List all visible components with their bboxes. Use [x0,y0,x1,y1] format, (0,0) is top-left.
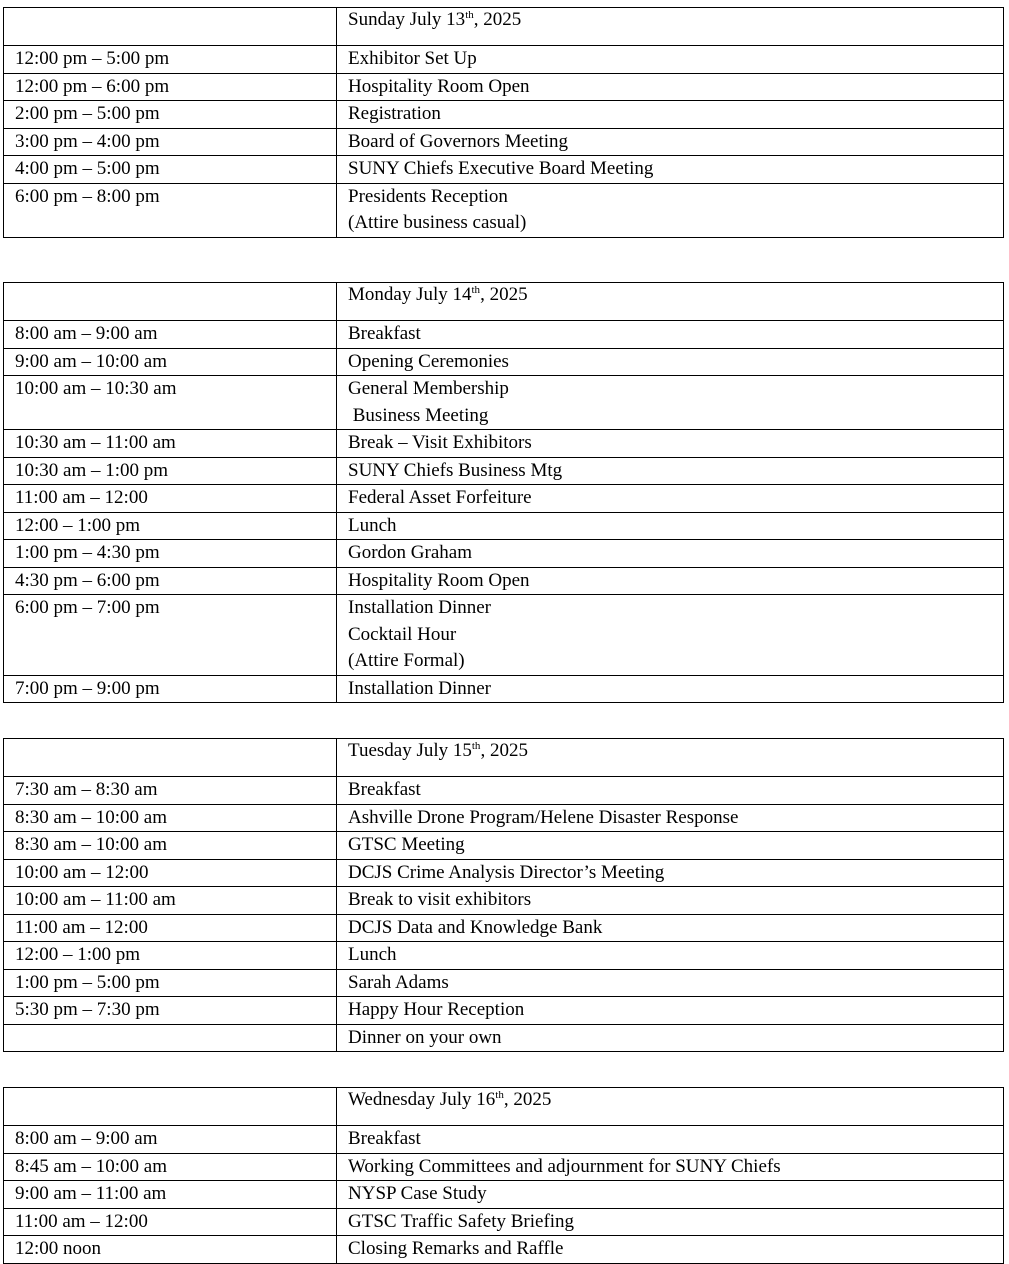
day-header-row [4,739,1004,777]
time-cell: 8:00 am – 9:00 am [4,1126,337,1154]
day-header-row [4,8,1004,46]
time-cell: 3:00 pm – 4:00 pm [4,128,337,156]
event-cell [337,485,1004,513]
schedule-row [4,1236,1004,1264]
day-title: Sunday July 13th, 2025 [337,8,1004,46]
event-line: Working Committees and adjournment for SUNY Chiefs [348,1155,781,1177]
schedule-row [4,942,1004,970]
event-cell [337,832,1004,860]
schedule-row [4,997,1004,1025]
event-cell [337,859,1004,887]
event-line: GTSC Traffic Safety Briefing [348,1210,575,1232]
time-cell: 9:00 am – 11:00 am [4,1181,337,1209]
schedule-row [4,1208,1004,1236]
event-cell [337,914,1004,942]
schedule-row [4,430,1004,458]
event-line: Installation Dinner [348,677,491,699]
event-cell [337,376,1004,430]
time-cell: 4:00 pm – 5:00 pm [4,156,337,184]
time-cell: 11:00 am – 12:00 [4,914,337,942]
event-line: Break – Visit Exhibitors [348,432,532,453]
time-cell: 8:00 am – 9:00 am [4,321,337,349]
event-cell [337,567,1004,595]
schedule-row [4,512,1004,540]
event-cell [337,969,1004,997]
event-line: DCJS Crime Analysis Director’s Meeting [348,861,665,883]
event-line: Sarah Adams [348,971,449,993]
schedule-row [4,128,1004,156]
event-cell [337,887,1004,915]
schedule-row [4,485,1004,513]
header-empty-cell [4,283,337,321]
time-cell: 4:30 pm – 6:00 pm [4,567,337,595]
time-cell: 11:00 am – 12:00 [4,485,337,513]
time-cell: 9:00 am – 10:00 am [4,348,337,376]
time-cell: 7:00 pm – 9:00 pm [4,675,337,703]
time-cell: 12:00 pm – 5:00 pm [4,46,337,74]
event-cell [337,595,1004,676]
time-cell: 5:30 pm – 7:30 pm [4,997,337,1025]
schedule-row [4,1126,1004,1154]
event-cell [337,457,1004,485]
schedule-row [4,859,1004,887]
time-cell: 1:00 pm – 4:30 pm [4,540,337,568]
event-line: Happy Hour Reception [348,999,525,1020]
event-cell [337,1208,1004,1236]
time-cell: 12:00 pm – 6:00 pm [4,73,337,101]
event-line: Breakfast [348,1128,421,1149]
event-line: Breakfast [348,779,421,800]
event-cell [337,46,1004,74]
event-line: Exhibitor Set Up [348,48,477,69]
time-cell: 11:00 am – 12:00 [4,1208,337,1236]
event-line: Lunch [348,944,397,965]
event-line: Hospitality Room Open [348,569,530,591]
schedule-row [4,183,1004,237]
time-cell: 12:00 noon [4,1236,337,1264]
event-line: Closing Remarks and Raffle [348,1238,564,1259]
time-cell: 1:00 pm – 5:00 pm [4,969,337,997]
day-title: Monday July 14th, 2025 [337,283,1004,321]
event-cell [337,430,1004,458]
schedule-row [4,1153,1004,1181]
time-cell: 8:30 am – 10:00 am [4,804,337,832]
event-line: Break to visit exhibitors [348,889,532,910]
time-cell: 10:00 am – 10:30 am [4,376,337,430]
day-schedule-table [3,7,1004,238]
schedule-row [4,804,1004,832]
event-cell [337,777,1004,805]
event-line: Opening Ceremonies [348,350,509,372]
event-line: Registration [348,103,441,124]
schedule-row [4,969,1004,997]
event-cell [337,512,1004,540]
schedule-row [4,777,1004,805]
time-cell: 10:00 am – 11:00 am [4,887,337,915]
schedule-row [4,914,1004,942]
schedule-row [4,73,1004,101]
schedule-row [4,321,1004,349]
time-cell: 2:00 pm – 5:00 pm [4,101,337,129]
event-cell [337,73,1004,101]
event-cell [337,1236,1004,1264]
time-cell: 7:30 am – 8:30 am [4,777,337,805]
event-line: (Attire Formal) [348,650,465,671]
event-line: SUNY Chiefs Executive Board Meeting [348,158,654,179]
schedule-row [4,1024,1004,1052]
event-cell [337,675,1004,703]
schedule-row [4,675,1004,703]
header-empty-cell [4,739,337,777]
time-cell: 6:00 pm – 8:00 pm [4,183,337,237]
schedule-row [4,832,1004,860]
event-line: GTSC Meeting [348,834,465,855]
time-cell: 8:45 am – 10:00 am [4,1153,337,1181]
time-cell: 10:00 am – 12:00 [4,859,337,887]
event-line: Ashville Drone Program/Helene Disaster Response [348,806,739,828]
time-cell: 10:30 am – 11:00 am [4,430,337,458]
event-line: Dinner on your own [348,1026,502,1048]
time-cell: 12:00 – 1:00 pm [4,942,337,970]
event-cell [337,1181,1004,1209]
event-cell [337,101,1004,129]
schedule-row [4,46,1004,74]
header-empty-cell [4,1088,337,1126]
schedule-row [4,595,1004,676]
day-title: Wednesday July 16th, 2025 [337,1088,1004,1126]
schedule-row [4,887,1004,915]
schedule-row [4,348,1004,376]
time-cell: 8:30 am – 10:00 am [4,832,337,860]
schedule-row [4,376,1004,430]
event-line: DCJS Data and Knowledge Bank [348,916,603,938]
event-line: (Attire business casual) [348,212,527,233]
event-cell [337,1024,1004,1052]
event-line: Board of Governors Meeting [348,130,569,152]
event-cell [337,540,1004,568]
day-title: Tuesday July 15th, 2025 [337,739,1004,777]
event-cell [337,1153,1004,1181]
event-line: Breakfast [348,323,421,344]
day-schedule-table [3,738,1004,1052]
event-cell [337,128,1004,156]
event-line: SUNY Chiefs Business Mtg [348,459,563,481]
schedule-row [4,101,1004,129]
time-cell: 10:30 am – 1:00 pm [4,457,337,485]
event-line: Hospitality Room Open [348,75,530,97]
event-line: Lunch [348,514,397,536]
time-cell: 12:00 – 1:00 pm [4,512,337,540]
event-line: Business Meeting [348,404,489,426]
event-line: Gordon Graham [348,542,472,563]
day-header-row [4,1088,1004,1126]
event-line: Installation Dinner [348,597,491,618]
event-cell [337,997,1004,1025]
schedule-row [4,540,1004,568]
event-line: Cocktail Hour [348,623,457,645]
event-cell [337,942,1004,970]
schedule-row [4,567,1004,595]
time-cell: 6:00 pm – 7:00 pm [4,595,337,676]
event-line: Federal Asset Forfeiture [348,487,532,508]
event-cell [337,1126,1004,1154]
event-line: NYSP Case Study [348,1183,487,1204]
event-cell [337,183,1004,237]
event-cell [337,348,1004,376]
event-line: Presidents Reception [348,185,508,207]
time-cell [4,1024,337,1052]
schedule-row [4,457,1004,485]
header-empty-cell [4,8,337,46]
event-cell [337,156,1004,184]
schedule-row [4,1181,1004,1209]
event-cell [337,321,1004,349]
day-header-row [4,283,1004,321]
day-schedule-table [3,282,1004,703]
event-cell [337,804,1004,832]
day-schedule-table [3,1087,1004,1264]
schedule-row [4,156,1004,184]
event-line: General Membership [348,378,509,399]
